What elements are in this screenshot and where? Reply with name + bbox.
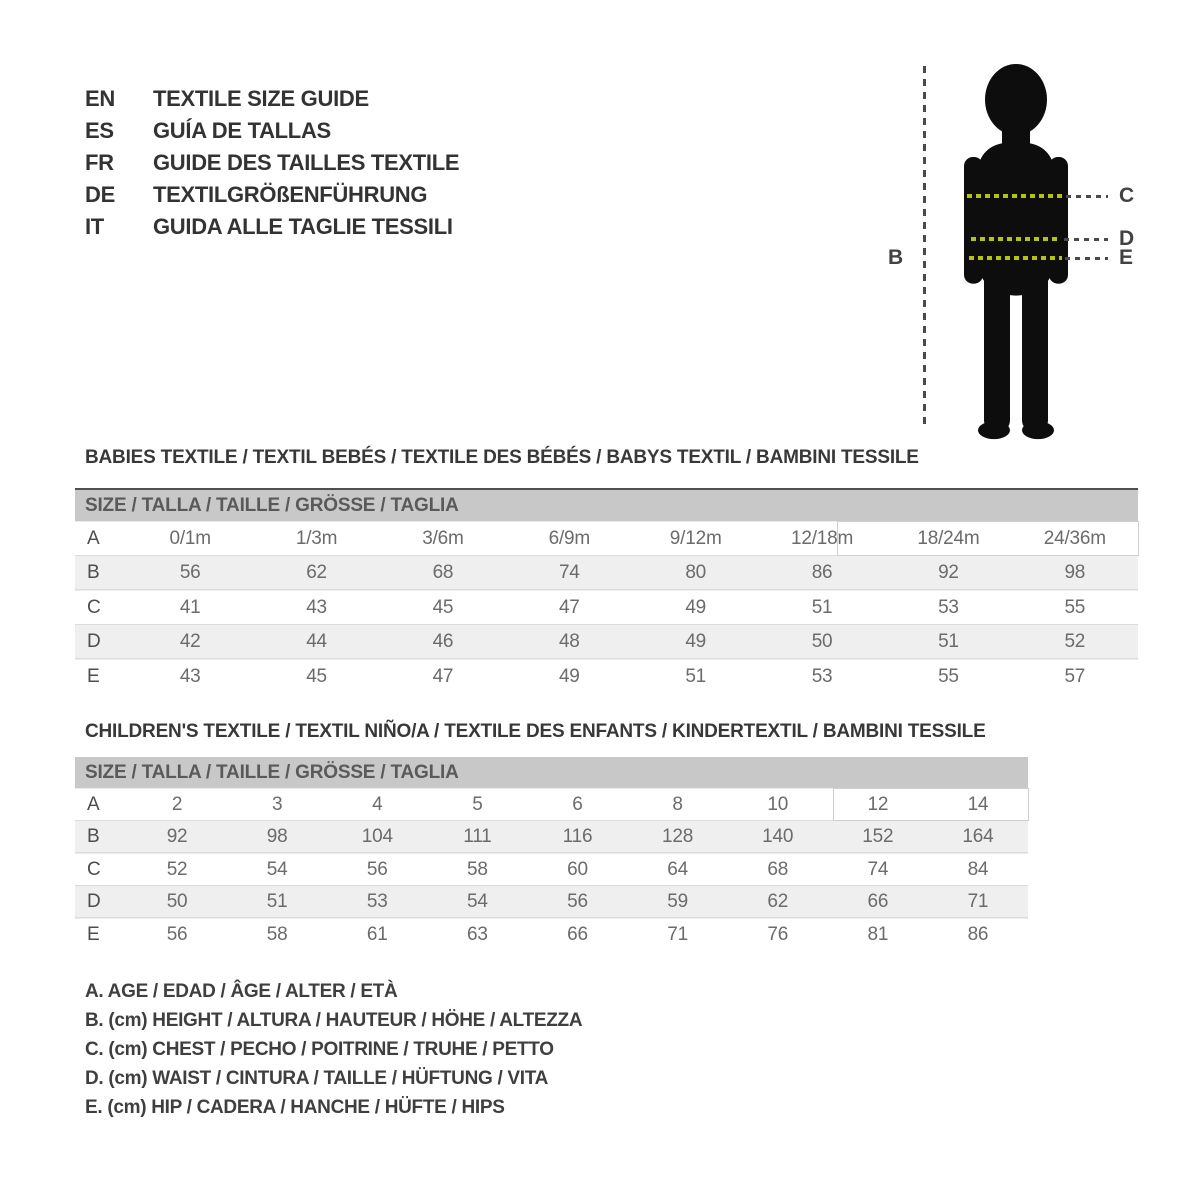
table-cell: 2 bbox=[171, 793, 183, 815]
table-row-B bbox=[75, 820, 1028, 853]
chest-measure-dotted-line bbox=[967, 194, 1063, 198]
table-cell: 54 bbox=[266, 858, 288, 880]
guide-title-es: GUÍA DE TALLAS bbox=[153, 118, 331, 143]
table-cell: 59 bbox=[667, 890, 688, 912]
row-label: E bbox=[87, 923, 100, 945]
lang-row-es bbox=[85, 115, 459, 147]
table-cell: 53 bbox=[366, 890, 388, 912]
height-line-label: B bbox=[888, 246, 904, 269]
table-cell: 164 bbox=[962, 825, 994, 847]
language-code: DE bbox=[85, 182, 115, 207]
table-cell: 74 bbox=[558, 561, 580, 583]
table-cell: 51 bbox=[811, 596, 833, 618]
language-code: FR bbox=[85, 150, 114, 175]
table-row-A bbox=[75, 788, 1028, 820]
table-cell: 54 bbox=[467, 890, 488, 912]
table-cell: 55 bbox=[938, 665, 959, 687]
table-row-D bbox=[75, 624, 1138, 659]
table-cell: 128 bbox=[662, 825, 694, 847]
row-label: C bbox=[87, 858, 101, 880]
table-row-A bbox=[75, 521, 1138, 555]
table-cell: 47 bbox=[432, 665, 454, 687]
language-code: EN bbox=[85, 86, 115, 111]
lang-row-fr bbox=[85, 147, 459, 179]
table-cell: 47 bbox=[558, 596, 580, 618]
table-cell: 84 bbox=[967, 858, 989, 880]
language-code: IT bbox=[85, 214, 104, 239]
table-cell: 92 bbox=[938, 561, 959, 583]
children-section-heading: CHILDREN'S TEXTILE / TEXTIL NIÑO/A / TEXTILE DES ENFANTS / KINDERTEXTIL / BAMBINI TESSILE bbox=[85, 721, 986, 742]
table-cell: 51 bbox=[938, 630, 959, 652]
table-cell: 64 bbox=[667, 858, 688, 880]
row-label: E bbox=[87, 665, 100, 687]
size-table-header: SIZE / TALLA / TAILLE / GRÖSSE / TAGLIA bbox=[75, 488, 1138, 521]
table-cell: 140 bbox=[762, 825, 794, 847]
table-cell: 42 bbox=[179, 630, 201, 652]
row-label: B bbox=[87, 561, 100, 583]
table-cell: 56 bbox=[366, 858, 388, 880]
table-cell: 86 bbox=[811, 561, 833, 583]
table-cell: 5 bbox=[472, 793, 483, 815]
table-cell: 50 bbox=[166, 890, 188, 912]
table-row-D bbox=[75, 885, 1028, 918]
table-row-E bbox=[75, 659, 1138, 693]
measurement-legend bbox=[85, 977, 582, 1122]
row-label: C bbox=[87, 596, 101, 618]
table-cell: 92 bbox=[166, 825, 188, 847]
table-cell: 66 bbox=[567, 923, 588, 945]
table-cell: 57 bbox=[1064, 665, 1086, 687]
table-cell: 56 bbox=[567, 890, 588, 912]
lang-row-it bbox=[85, 211, 459, 243]
table-cell: 41 bbox=[179, 596, 201, 618]
table-cell: 51 bbox=[685, 665, 707, 687]
table-row-B bbox=[75, 555, 1138, 590]
table-cell: 62 bbox=[306, 561, 327, 583]
table-cell: 4 bbox=[372, 793, 383, 815]
row-label: B bbox=[87, 825, 100, 847]
table-cell: 58 bbox=[266, 923, 288, 945]
table-cell: 55 bbox=[1064, 596, 1086, 618]
row-label: A bbox=[87, 527, 100, 549]
table-cell: 53 bbox=[811, 665, 833, 687]
waist-measure-leader-line bbox=[1064, 238, 1108, 241]
table-row-C bbox=[75, 590, 1138, 624]
hip-line-label: E bbox=[1119, 246, 1134, 269]
table-cell: 9/12m bbox=[669, 527, 722, 549]
table-cell: 51 bbox=[266, 890, 288, 912]
table-cell: 6/9m bbox=[548, 527, 591, 549]
table-cell: 45 bbox=[306, 665, 327, 687]
waist-line-label: D bbox=[1119, 227, 1135, 250]
table-cell: 49 bbox=[685, 630, 707, 652]
table-cell: 62 bbox=[767, 890, 789, 912]
table-cell: 61 bbox=[366, 923, 388, 945]
table-cell: 44 bbox=[306, 630, 327, 652]
children-size-table bbox=[75, 757, 1028, 950]
table-cell: 116 bbox=[562, 825, 593, 847]
lang-row-de bbox=[85, 179, 459, 211]
table-row-E bbox=[75, 918, 1028, 950]
row-label: D bbox=[87, 630, 101, 652]
table-cell: 52 bbox=[1064, 630, 1086, 652]
table-cell: 152 bbox=[862, 825, 894, 847]
table-cell: 50 bbox=[811, 630, 833, 652]
chest-line-label: C bbox=[1119, 184, 1135, 207]
table-cell: 98 bbox=[1064, 561, 1086, 583]
table-cell: 60 bbox=[567, 858, 588, 880]
table-cell: 56 bbox=[166, 923, 188, 945]
table-cell: 8 bbox=[672, 793, 683, 815]
table-cell: 71 bbox=[967, 890, 989, 912]
table-cell: 3/6m bbox=[422, 527, 464, 549]
table-cell: 86 bbox=[967, 923, 989, 945]
table-cell: 56 bbox=[179, 561, 201, 583]
table-cell: 43 bbox=[179, 665, 201, 687]
legend-height: B. (cm) HEIGHT / ALTURA / HAUTEUR / HÖHE / ALTEZZA bbox=[85, 1010, 583, 1031]
table-cell: 68 bbox=[767, 858, 789, 880]
table-cell: 98 bbox=[266, 825, 288, 847]
table-cell: 66 bbox=[867, 890, 889, 912]
guide-title-fr: GUIDE DES TAILLES TEXTILE bbox=[153, 150, 460, 175]
babies-size-table bbox=[75, 488, 1138, 693]
table-cell: 24/36m bbox=[1043, 527, 1106, 549]
guide-title-de: TEXTILGRÖßENFÜHRUNG bbox=[153, 182, 428, 207]
table-cell: 52 bbox=[166, 858, 188, 880]
table-cell: 12 bbox=[867, 793, 889, 815]
table-cell: 104 bbox=[361, 825, 393, 847]
guide-title-en: TEXTILE SIZE GUIDE bbox=[153, 86, 369, 111]
table-cell: 49 bbox=[685, 596, 707, 618]
babies-section-heading: BABIES TEXTILE / TEXTIL BEBÉS / TEXTILE DES BÉBÉS / BABYS TEXTIL / BAMBINI TESSILE bbox=[85, 447, 919, 468]
language-title-list bbox=[85, 83, 459, 243]
table-cell: 80 bbox=[685, 561, 707, 583]
table-cell: 53 bbox=[938, 596, 959, 618]
table-cell: 45 bbox=[432, 596, 454, 618]
table-cell: 81 bbox=[867, 923, 889, 945]
table-cell: 3 bbox=[271, 793, 283, 815]
legend-age: A. AGE / EDAD / ÂGE / ALTER / ETÀ bbox=[85, 981, 398, 1002]
table-cell: 76 bbox=[767, 923, 789, 945]
table-cell: 48 bbox=[558, 630, 580, 652]
size-table-header: SIZE / TALLA / TAILLE / GRÖSSE / TAGLIA bbox=[75, 757, 1028, 788]
table-cell: 12/18m bbox=[790, 527, 854, 549]
chest-measure-leader-line bbox=[1066, 195, 1108, 198]
table-row-C bbox=[75, 853, 1028, 885]
table-cell: 0/1m bbox=[169, 527, 211, 549]
language-code: ES bbox=[85, 118, 114, 143]
row-label: D bbox=[87, 890, 101, 912]
table-cell: 58 bbox=[467, 858, 488, 880]
table-cell: 6 bbox=[572, 793, 583, 815]
table-cell: 46 bbox=[432, 630, 454, 652]
height-measure-dashed-line bbox=[923, 66, 926, 429]
table-cell: 43 bbox=[306, 596, 327, 618]
table-cell: 14 bbox=[967, 793, 989, 815]
lang-row-en bbox=[85, 83, 459, 115]
hip-measure-dotted-line bbox=[969, 256, 1062, 260]
table-cell: 71 bbox=[667, 923, 688, 945]
legend-waist: D. (cm) WAIST / CINTURA / TAILLE / HÜFTUNG / VITA bbox=[85, 1068, 549, 1089]
table-cell: 63 bbox=[467, 923, 488, 945]
legend-hip: E. (cm) HIP / CADERA / HANCHE / HÜFTE / HIPS bbox=[85, 1097, 505, 1118]
table-cell: 49 bbox=[558, 665, 580, 687]
table-cell: 10 bbox=[767, 793, 789, 815]
table-cell: 111 bbox=[463, 825, 492, 847]
hip-measure-leader-line bbox=[1065, 257, 1108, 260]
table-cell: 1/3m bbox=[295, 527, 338, 549]
guide-title-it: GUIDA ALLE TAGLIE TESSILI bbox=[153, 214, 453, 239]
waist-measure-dotted-line bbox=[971, 237, 1061, 241]
legend-chest: C. (cm) CHEST / PECHO / POITRINE / TRUHE / PETTO bbox=[85, 1039, 554, 1060]
table-cell: 74 bbox=[867, 858, 889, 880]
table-cell: 68 bbox=[432, 561, 454, 583]
row-label: A bbox=[87, 793, 100, 815]
table-cell: 18/24m bbox=[917, 527, 980, 549]
